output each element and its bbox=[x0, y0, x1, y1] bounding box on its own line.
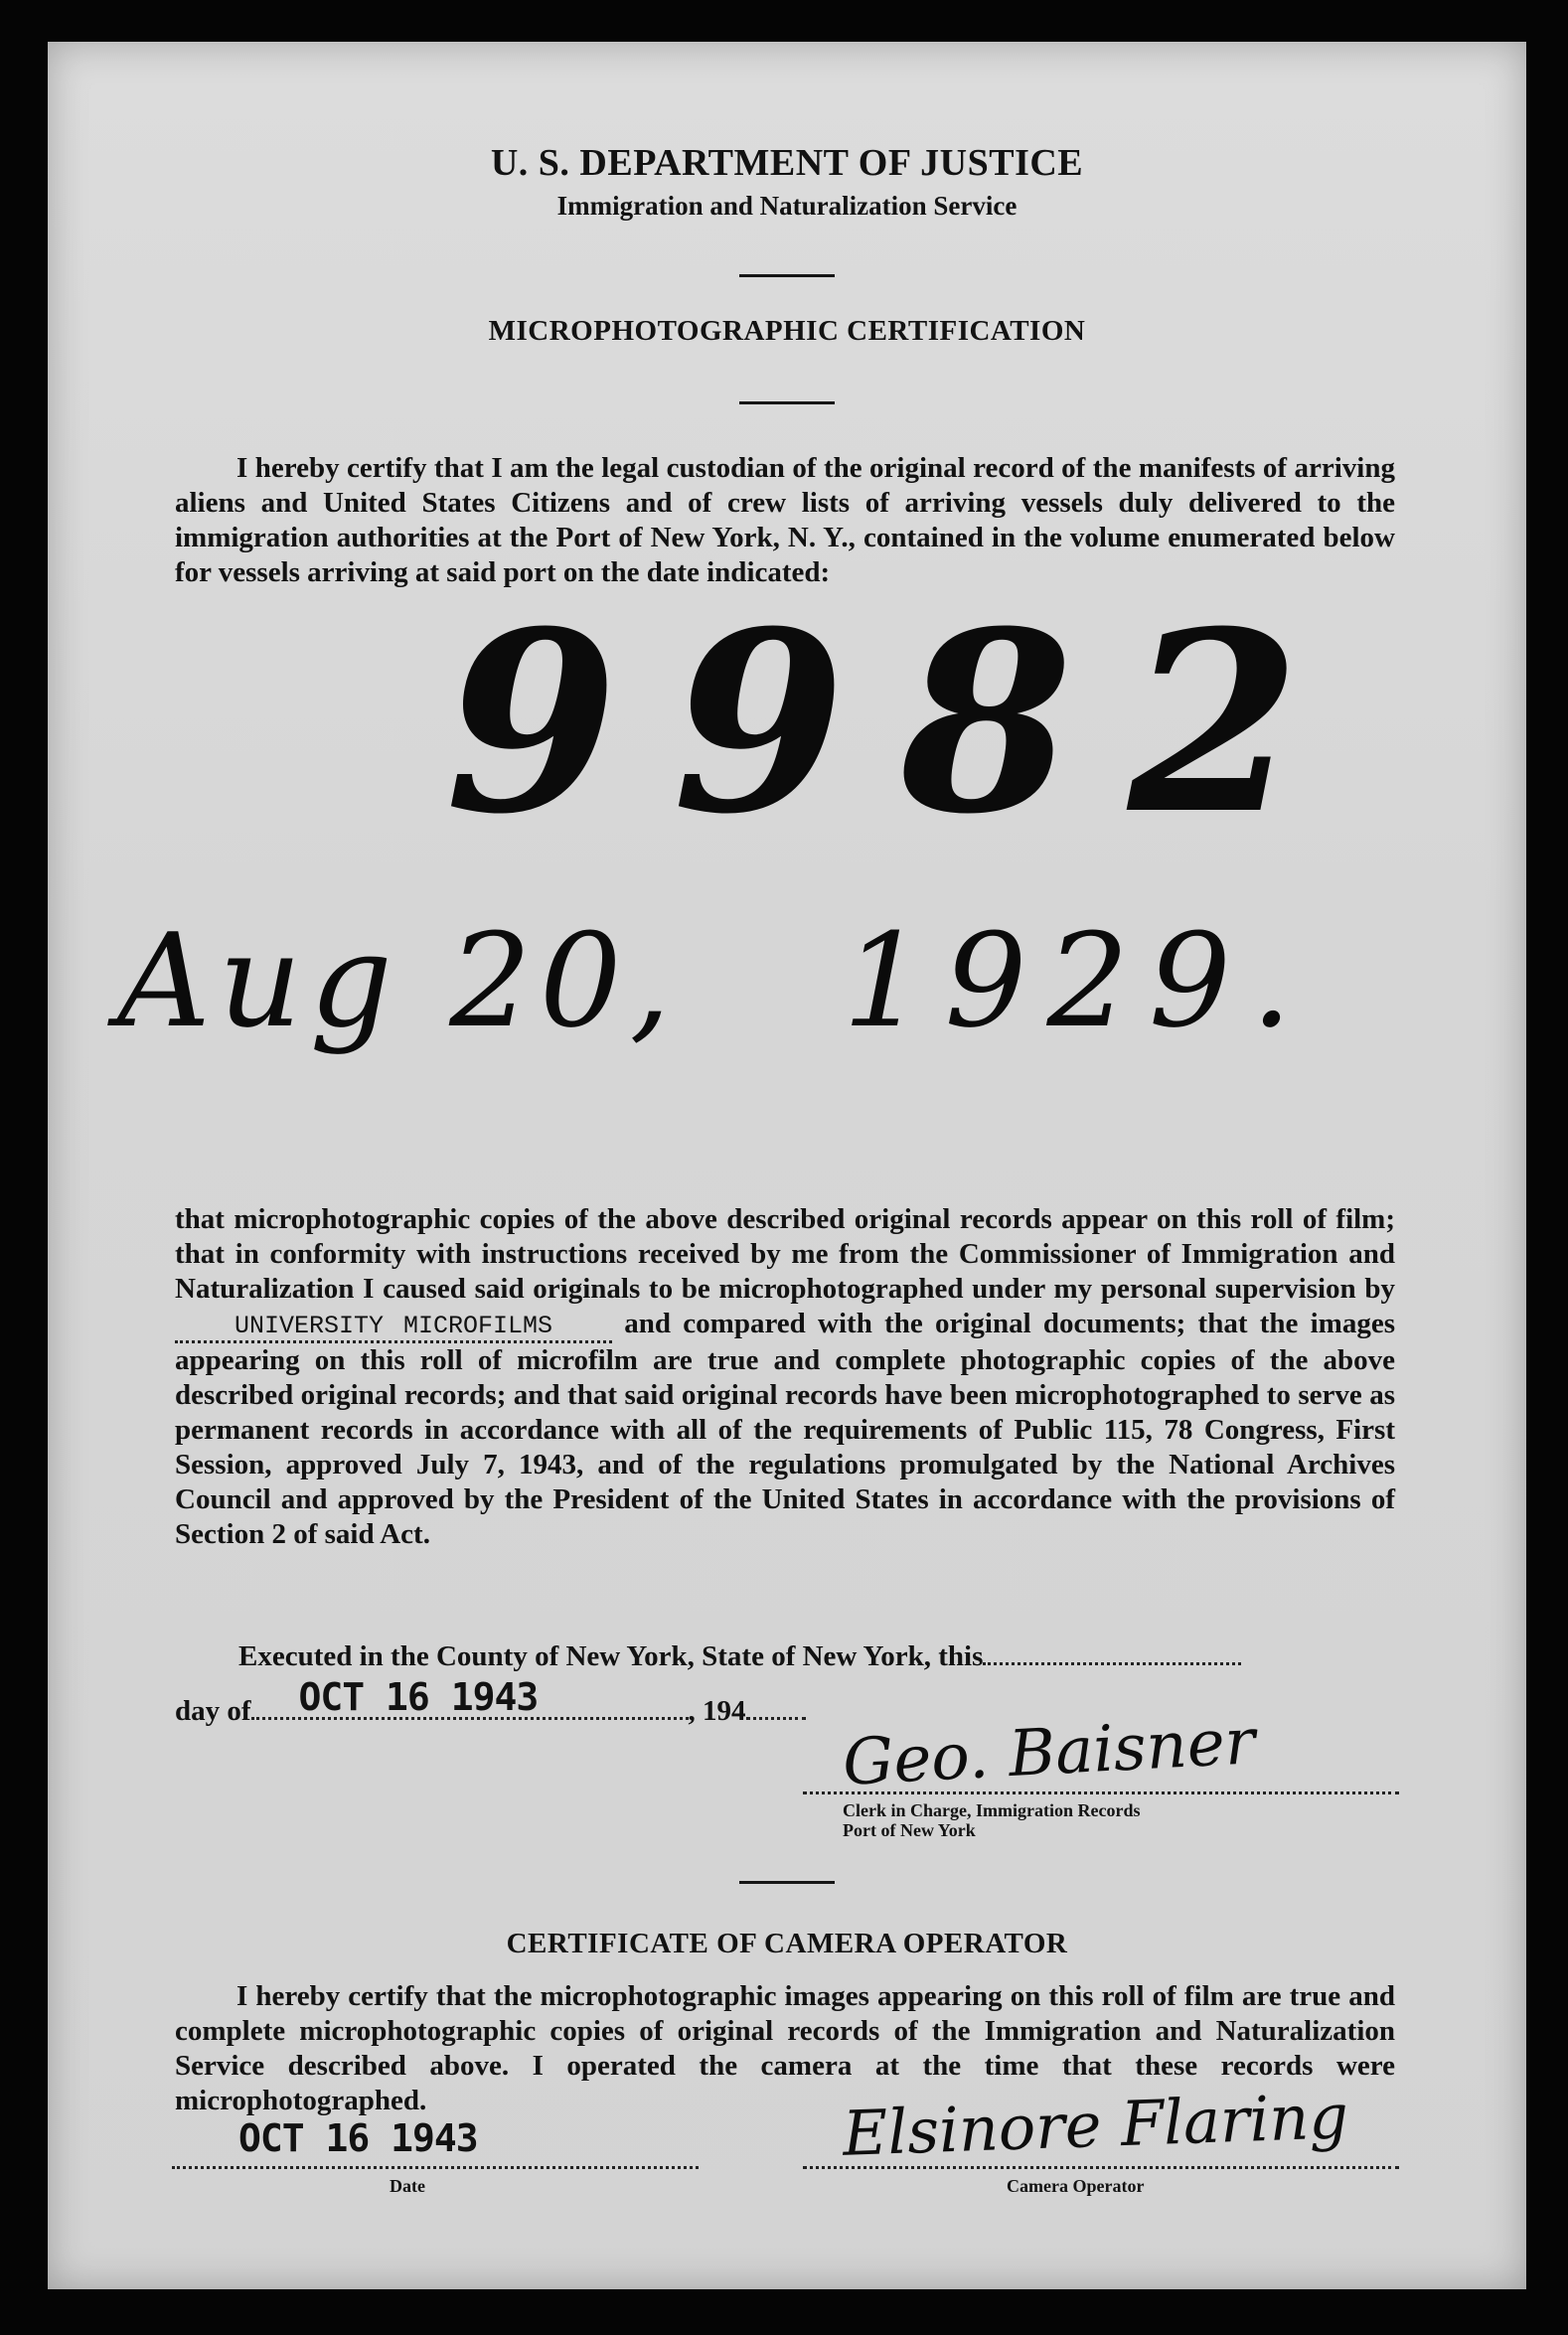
camera-operator-title: CERTIFICATE OF CAMERA OPERATOR bbox=[506, 1928, 1068, 1959]
handwritten-volume-number: 9982 bbox=[445, 576, 1355, 868]
camera-operator-paragraph: I hereby certify that the microphotographic images appearing on this roll of film are true and complete microphotographic copies of original records of the Immigration and Naturalization Service described above. I operated the camera at the time that these records were microphotographed. bbox=[175, 1980, 1395, 2116]
executed-text: Executed in the County of New York, State of New York, this bbox=[238, 1640, 984, 1672]
body-paragraph bbox=[175, 1202, 1395, 1552]
date-dotted-line bbox=[251, 1675, 689, 1720]
certificate-page bbox=[48, 42, 1526, 2289]
divider-rule bbox=[739, 1881, 835, 1884]
day-of-line bbox=[175, 1675, 806, 1728]
year-dotted-line bbox=[746, 1691, 806, 1720]
microfilm-company: UNIVERSITY MICROFILMS bbox=[175, 1312, 612, 1343]
handwritten-arrival-date: Aug 20, bbox=[117, 905, 679, 1056]
clerk-title-line1: Clerk in Charge, Immigration Records bbox=[843, 1800, 1141, 1820]
blank-dotted-line bbox=[983, 1636, 1241, 1665]
date-stamp: OCT 16 1943 bbox=[298, 1675, 539, 1719]
divider-rule bbox=[739, 274, 835, 277]
service-subheading: Immigration and Naturalization Service bbox=[556, 191, 1018, 221]
clerk-title-line2: Port of New York bbox=[843, 1820, 976, 1840]
clerk-title bbox=[843, 1800, 1140, 1840]
handwritten-arrival-year: 1929. bbox=[843, 905, 1313, 1056]
body-paragraph-part2: and compared with the original documents; that the images appearing on this roll of microfilm are true and complete photographic copies of the above described original records; and that said original records have been microphotographed to serve as permanent records in accordance with all of the requirements of Public 115, 78 Congress, First Session, approved July 7, 1943, and of the regulations promulgated by the National Archives Council and approved by the President of the United States in accordance with the provisions of Section 2 of said Act. bbox=[175, 1308, 1395, 1550]
operator-label: Camera Operator bbox=[1007, 2176, 1145, 2196]
day-of-label: day of bbox=[175, 1695, 251, 1727]
date-label: Date bbox=[390, 2176, 425, 2196]
clerk-signature: Geo. Baisner bbox=[841, 1705, 1257, 1800]
department-heading: U. S. DEPARTMENT OF JUSTICE bbox=[490, 142, 1084, 184]
divider-rule bbox=[739, 401, 835, 404]
body-paragraph-part1: that microphotographic copies of the above described original records appear on this roll of film; that in conformity with instructions received by me from the Commissioner of Immigration and Naturalization I caused said originals to be microphotographed under my personal supervision by bbox=[175, 1203, 1395, 1305]
certification-title: MICROPHOTOGRAPHIC CERTIFICATION bbox=[488, 315, 1086, 347]
intro-paragraph: I hereby certify that I am the legal custodian of the original record of the manifests of arriving aliens and United States Citizens and of crew lists of arriving vessels duly delivered to the immigration authorities at the Port of New York, N. Y., contained in the volume enumerated below for vessels arriving at said port on the date indicated: bbox=[175, 452, 1395, 588]
year-prefix: , 194 bbox=[688, 1695, 746, 1727]
executed-line bbox=[238, 1636, 1241, 1673]
camera-date-stamp: OCT 16 1943 bbox=[238, 2116, 478, 2160]
operator-signature: Elsinore Flaring bbox=[841, 2080, 1350, 2170]
